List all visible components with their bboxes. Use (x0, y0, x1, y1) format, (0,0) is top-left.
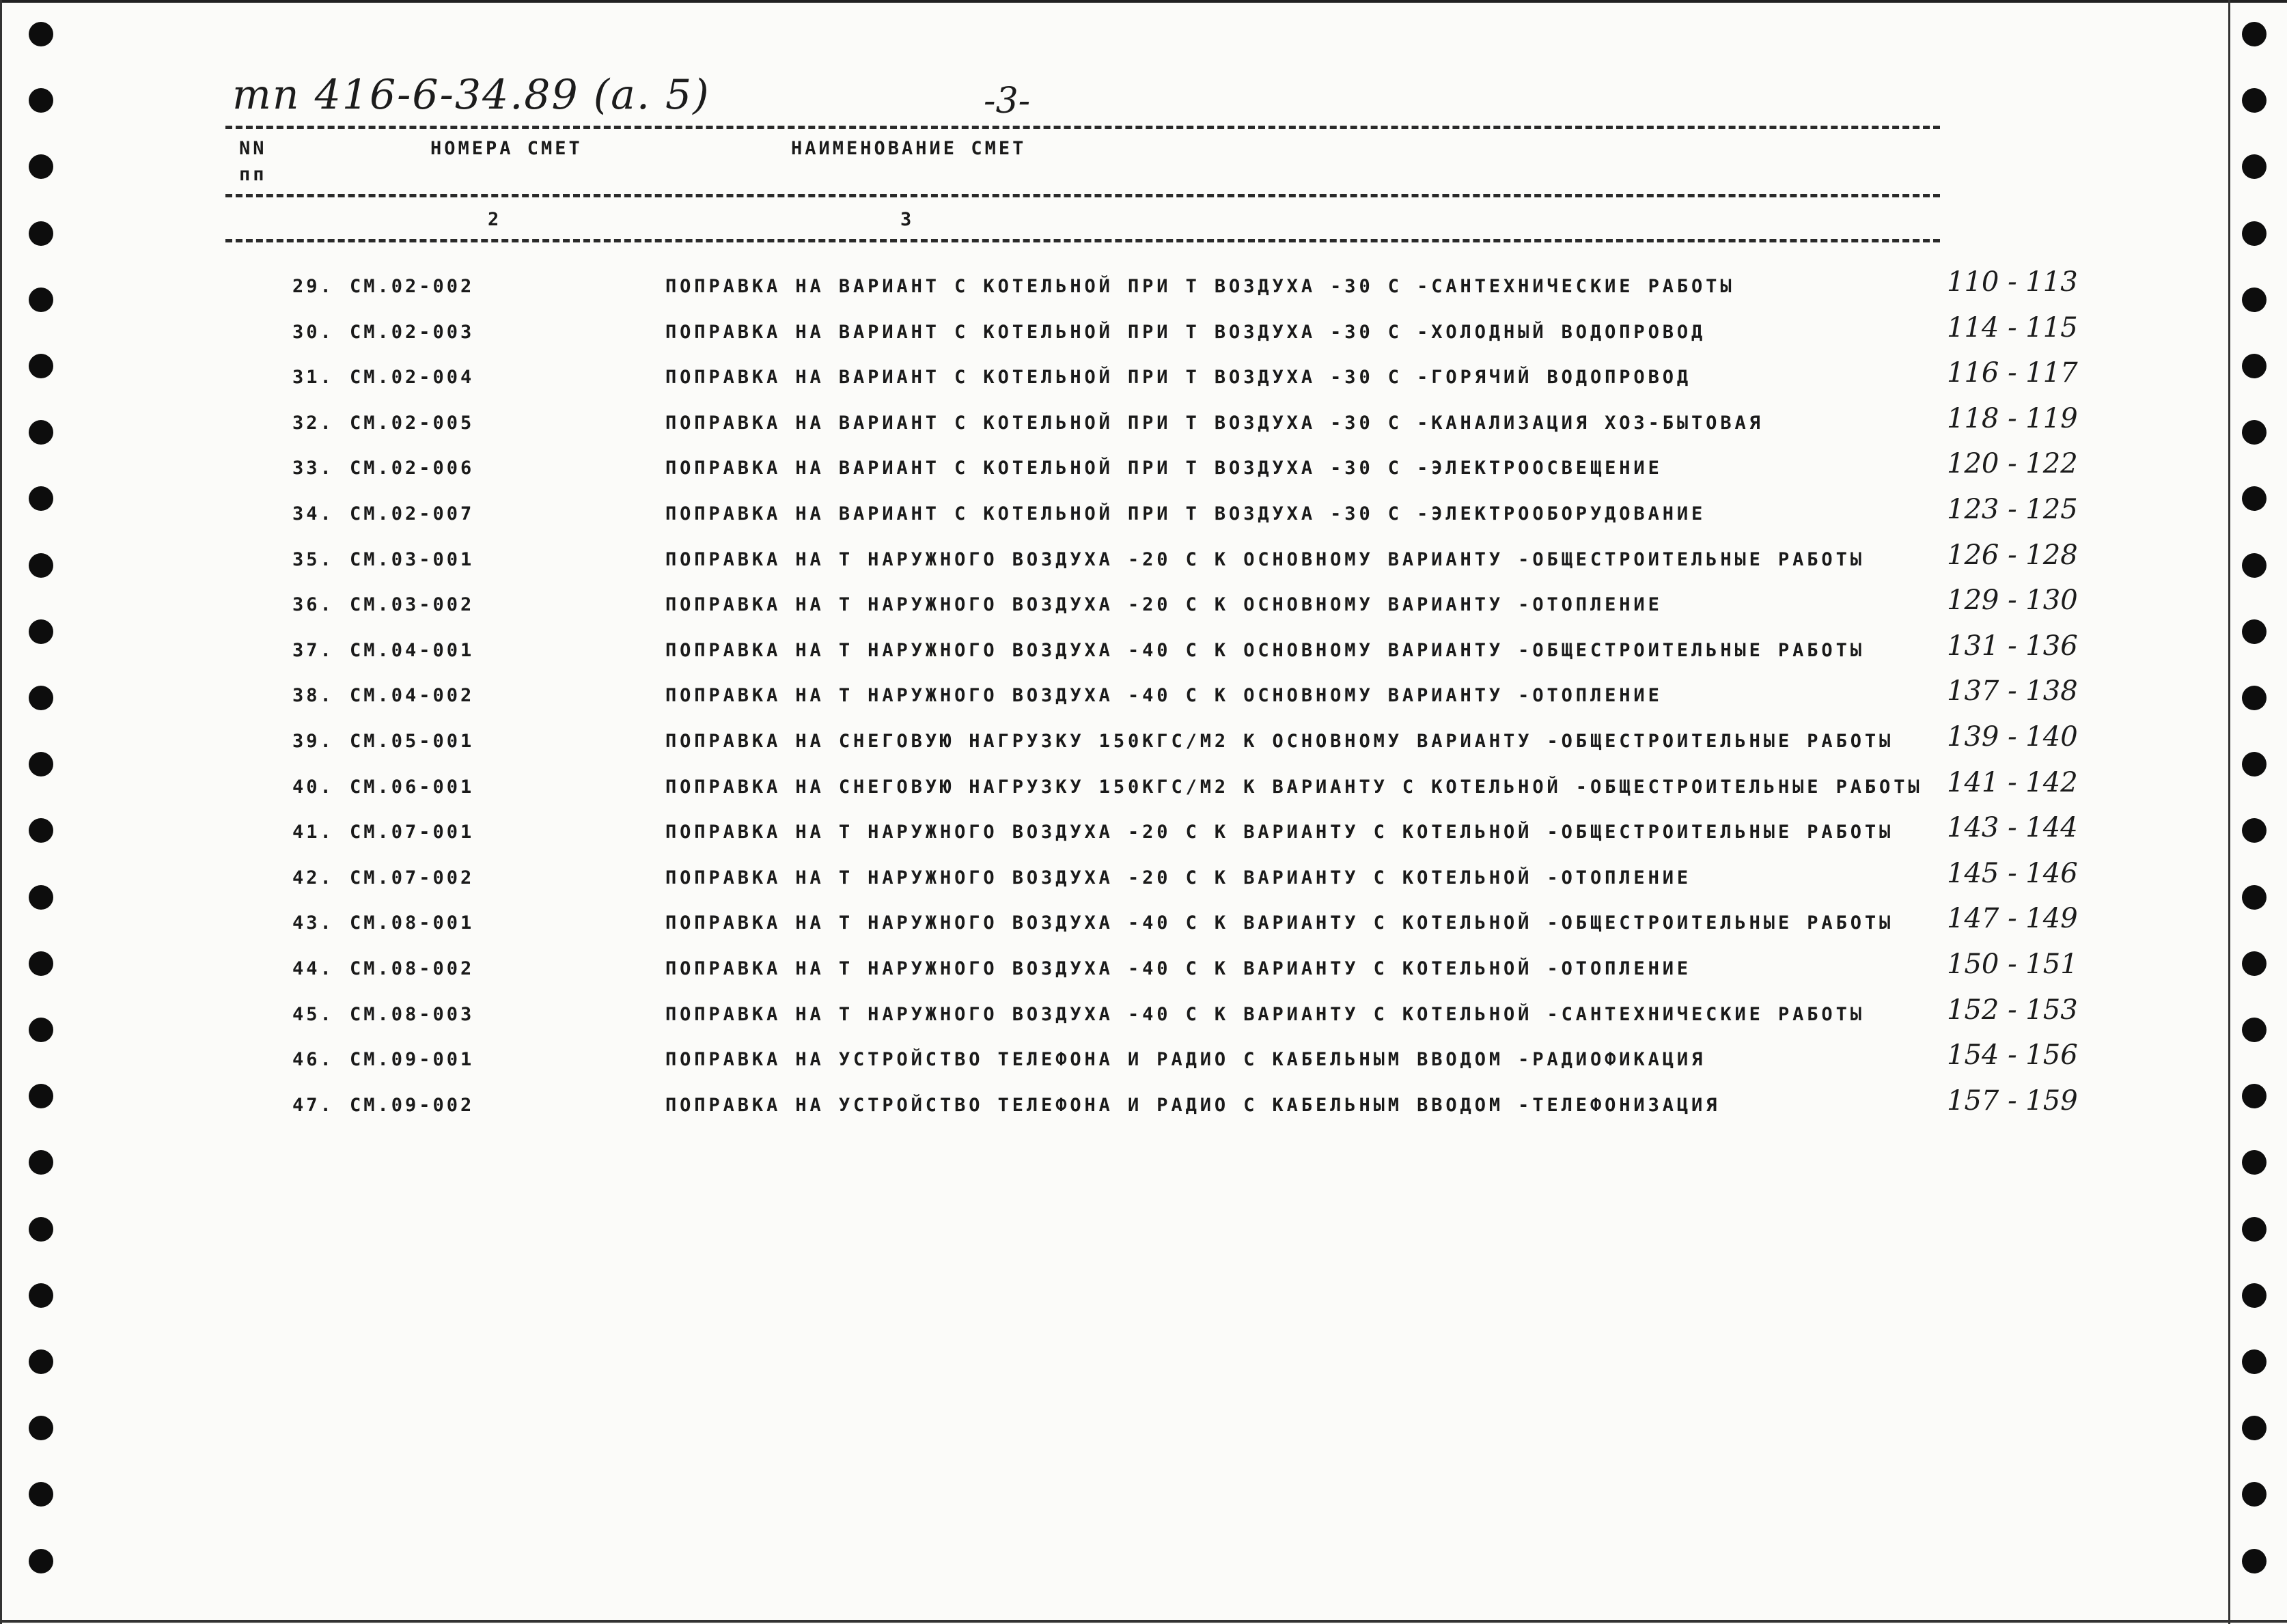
feed-hole (2242, 1549, 2267, 1573)
row-number: 31. (292, 367, 334, 389)
page-range: 154 - 156 (1947, 1039, 2078, 1072)
table-row (0, 448, 2287, 499)
table-row (0, 539, 2287, 590)
table-row (0, 357, 2287, 408)
estimate-code: СМ.02-003 (350, 321, 475, 343)
feed-hole (2242, 154, 2267, 179)
row-number: 36. (292, 594, 334, 616)
table-row (0, 721, 2287, 772)
page-range: 157 - 159 (1947, 1084, 2078, 1117)
row-number: 37. (292, 639, 334, 661)
estimate-code: СМ.08-003 (350, 1003, 475, 1025)
header-pp: пп (239, 164, 267, 185)
page-range: 126 - 128 (1947, 539, 2078, 571)
estimate-name: ПОПРАВКА НА УСТРОЙСТВО ТЕЛЕФОНА И РАДИО С КАБЕЛЬНЫМ ВВОДОМ -ТЕЛЕФОНИЗАЦИЯ (665, 1094, 1721, 1116)
row-number: 38. (292, 685, 334, 707)
page-range: 116 - 117 (1947, 357, 2078, 389)
feed-hole (29, 154, 53, 179)
estimate-name: ПОПРАВКА НА Т НАРУЖНОГО ВОЗДУХА -20 С К ВАРИАНТУ С КОТЕЛЬНОЙ -ОТОПЛЕНИЕ (665, 867, 1692, 888)
feed-hole (2242, 221, 2267, 246)
estimate-name: ПОПРАВКА НА ВАРИАНТ С КОТЕЛЬНОЙ ПРИ Т ВОЗДУХА -30 С -ГОРЯЧИЙ ВОДОПРОВОД (665, 367, 1692, 389)
estimate-name: ПОПРАВКА НА ВАРИАНТ С КОТЕЛЬНОЙ ПРИ Т ВОЗДУХА -30 С -ХОЛОДНЫЙ ВОДОПРОВОД (665, 321, 1706, 343)
estimate-code: СМ.03-002 (350, 594, 475, 616)
column-number-3: 3 (900, 209, 915, 230)
row-number: 42. (292, 867, 334, 888)
row-number: 46. (292, 1049, 334, 1071)
header-names: НАИМЕНОВАНИЕ СМЕТ (791, 138, 1027, 159)
estimate-code: СМ.05-001 (350, 731, 475, 752)
paper-edge-top (0, 0, 2287, 3)
estimate-name: ПОПРАВКА НА СНЕГОВУЮ НАГРУЗКУ 150КГС/М2 К ВАРИАНТУ С КОТЕЛЬНОЙ -ОБЩЕСТРОИТЕЛЬНЫЕ РАБОТЫ (665, 776, 1923, 798)
row-number: 29. (292, 276, 334, 297)
estimate-code: СМ.02-002 (350, 276, 475, 297)
estimate-name: ПОПРАВКА НА ВАРИАНТ С КОТЕЛЬНОЙ ПРИ Т ВОЗДУХА -30 С -САНТЕХНИЧЕСКИЕ РАБОТЫ (665, 276, 1735, 297)
feed-hole (29, 221, 53, 246)
feed-hole (29, 1549, 53, 1573)
feed-hole (2242, 1283, 2267, 1308)
feed-hole (29, 1349, 53, 1374)
page-range: 145 - 146 (1947, 857, 2078, 889)
feed-hole (2242, 1217, 2267, 1242)
row-number: 43. (292, 912, 334, 934)
estimate-name: ПОПРАВКА НА Т НАРУЖНОГО ВОЗДУХА -20 С К ОСНОВНОМУ ВАРИАНТУ -ОТОПЛЕНИЕ (665, 594, 1663, 616)
estimate-code: СМ.02-005 (350, 412, 475, 434)
feed-hole (29, 22, 53, 46)
estimate-code: СМ.02-006 (350, 458, 475, 479)
estimate-name: ПОПРАВКА НА ВАРИАНТ С КОТЕЛЬНОЙ ПРИ Т ВОЗДУХА -30 С -ЭЛЕКТРООБОРУДОВАНИЕ (665, 503, 1706, 524)
header-numbers: НОМЕРА СМЕТ (430, 138, 583, 159)
estimate-name: ПОПРАВКА НА Т НАРУЖНОГО ВОЗДУХА -40 С К ВАРИАНТУ С КОТЕЛЬНОЙ -ОБЩЕСТРОИТЕЛЬНЫЕ РАБОТЫ (665, 912, 1894, 934)
row-number: 41. (292, 822, 334, 843)
feed-hole (29, 88, 53, 113)
estimate-code: СМ.03-001 (350, 548, 475, 570)
table-row (0, 857, 2287, 908)
row-number: 44. (292, 958, 334, 979)
estimate-code: СМ.08-001 (350, 912, 475, 934)
page-range: 150 - 151 (1947, 949, 2078, 980)
row-number: 39. (292, 731, 334, 752)
estimate-name: ПОПРАВКА НА Т НАРУЖНОГО ВОЗДУХА -40 С К ОСНОВНОМУ ВАРИАНТУ -ОТОПЛЕНИЕ (665, 685, 1663, 707)
feed-hole (29, 1217, 53, 1242)
estimate-code: СМ.02-004 (350, 367, 475, 389)
page-range: 152 - 153 (1947, 994, 2078, 1026)
feed-hole (29, 1150, 53, 1175)
feed-hole (2242, 1150, 2267, 1175)
table-row (0, 812, 2287, 863)
rule-top (225, 126, 1940, 129)
feed-hole (29, 1283, 53, 1308)
estimate-code: СМ.02-007 (350, 503, 475, 524)
estimate-code: СМ.08-002 (350, 958, 475, 979)
page-range: 139 - 140 (1947, 721, 2078, 753)
estimate-code: СМ.09-001 (350, 1049, 475, 1071)
page-range: 141 - 142 (1947, 766, 2078, 798)
document-id: тп 416-6-34.89 (а. 5) (232, 71, 710, 119)
row-number: 47. (292, 1094, 334, 1116)
table-row (0, 402, 2287, 453)
table-row (0, 1084, 2287, 1136)
feed-hole (29, 1482, 53, 1507)
row-number: 35. (292, 548, 334, 570)
estimate-code: СМ.09-002 (350, 1094, 475, 1116)
table-row (0, 949, 2287, 999)
table-row (0, 994, 2287, 1045)
table-row (0, 1039, 2287, 1090)
row-number: 32. (292, 412, 334, 434)
page-range: 143 - 144 (1947, 812, 2078, 844)
estimate-name: ПОПРАВКА НА ВАРИАНТ С КОТЕЛЬНОЙ ПРИ Т ВОЗДУХА -30 С -КАНАЛИЗАЦИЯ ХОЗ-БЫТОВАЯ (665, 412, 1764, 434)
row-number: 34. (292, 503, 334, 524)
table-row (0, 630, 2287, 681)
table-row (0, 585, 2287, 635)
table-row (0, 311, 2287, 363)
page-range: 114 - 115 (1947, 311, 2078, 344)
table-row (0, 903, 2287, 953)
estimate-code: СМ.07-001 (350, 822, 475, 843)
feed-hole (2242, 1416, 2267, 1440)
row-number: 30. (292, 321, 334, 343)
paper-edge-bottom (0, 1620, 2287, 1623)
row-number: 45. (292, 1003, 334, 1025)
page-range: 120 - 122 (1947, 448, 2078, 480)
estimate-code: СМ.06-001 (350, 776, 475, 798)
estimate-code: СМ.04-002 (350, 685, 475, 707)
estimate-name: ПОПРАВКА НА Т НАРУЖНОГО ВОЗДУХА -20 С К ОСНОВНОМУ ВАРИАНТУ -ОБЩЕСТРОИТЕЛЬНЫЕ РАБОТЫ (665, 548, 1865, 570)
estimate-name: ПОПРАВКА НА СНЕГОВУЮ НАГРУЗКУ 150КГС/М2 К ОСНОВНОМУ ВАРИАНТУ -ОБЩЕСТРОИТЕЛЬНЫЕ РАБОТЫ (665, 731, 1894, 752)
page-number: -3- (984, 81, 1031, 122)
table-row (0, 766, 2287, 817)
page-range: 118 - 119 (1947, 402, 2078, 434)
estimate-name: ПОПРАВКА НА Т НАРУЖНОГО ВОЗДУХА -20 С К ВАРИАНТУ С КОТЕЛЬНОЙ -ОБЩЕСТРОИТЕЛЬНЫЕ РАБОТЫ (665, 822, 1894, 843)
column-number-2: 2 (488, 209, 502, 230)
estimate-name: ПОПРАВКА НА ВАРИАНТ С КОТЕЛЬНОЙ ПРИ Т ВОЗДУХА -30 С -ЭЛЕКТРООСВЕЩЕНИЕ (665, 458, 1663, 479)
table-row (0, 675, 2287, 726)
page-range: 147 - 149 (1947, 903, 2078, 935)
feed-hole (29, 1416, 53, 1440)
feed-hole (2242, 88, 2267, 113)
estimate-name: ПОПРАВКА НА Т НАРУЖНОГО ВОЗДУХА -40 С К ВАРИАНТУ С КОТЕЛЬНОЙ -САНТЕХНИЧЕСКИЕ РАБОТЫ (665, 1003, 1865, 1025)
row-number: 40. (292, 776, 334, 798)
estimate-name: ПОПРАВКА НА Т НАРУЖНОГО ВОЗДУХА -40 С К ВАРИАНТУ С КОТЕЛЬНОЙ -ОТОПЛЕНИЕ (665, 958, 1692, 979)
rule-column-numbers (225, 239, 1940, 242)
table-row (0, 266, 2287, 317)
page-range: 129 - 130 (1947, 585, 2078, 617)
page-range: 123 - 125 (1947, 494, 2078, 525)
feed-hole (2242, 1349, 2267, 1374)
feed-hole (2242, 1482, 2267, 1507)
estimate-name: ПОПРАВКА НА УСТРОЙСТВО ТЕЛЕФОНА И РАДИО С КАБЕЛЬНЫМ ВВОДОМ -РАДИОФИКАЦИЯ (665, 1049, 1706, 1071)
feed-hole (2242, 22, 2267, 46)
page-range: 137 - 138 (1947, 675, 2078, 708)
page-range: 110 - 113 (1947, 266, 2078, 298)
table-row (0, 494, 2287, 544)
header-nn: NN (239, 138, 267, 159)
page-range: 131 - 136 (1947, 630, 2078, 662)
estimate-code: СМ.04-001 (350, 639, 475, 661)
row-number: 33. (292, 458, 334, 479)
estimate-name: ПОПРАВКА НА Т НАРУЖНОГО ВОЗДУХА -40 С К ОСНОВНОМУ ВАРИАНТУ -ОБЩЕСТРОИТЕЛЬНЫЕ РАБОТЫ (665, 639, 1865, 661)
estimate-code: СМ.07-002 (350, 867, 475, 888)
rule-header-bottom (225, 194, 1940, 197)
